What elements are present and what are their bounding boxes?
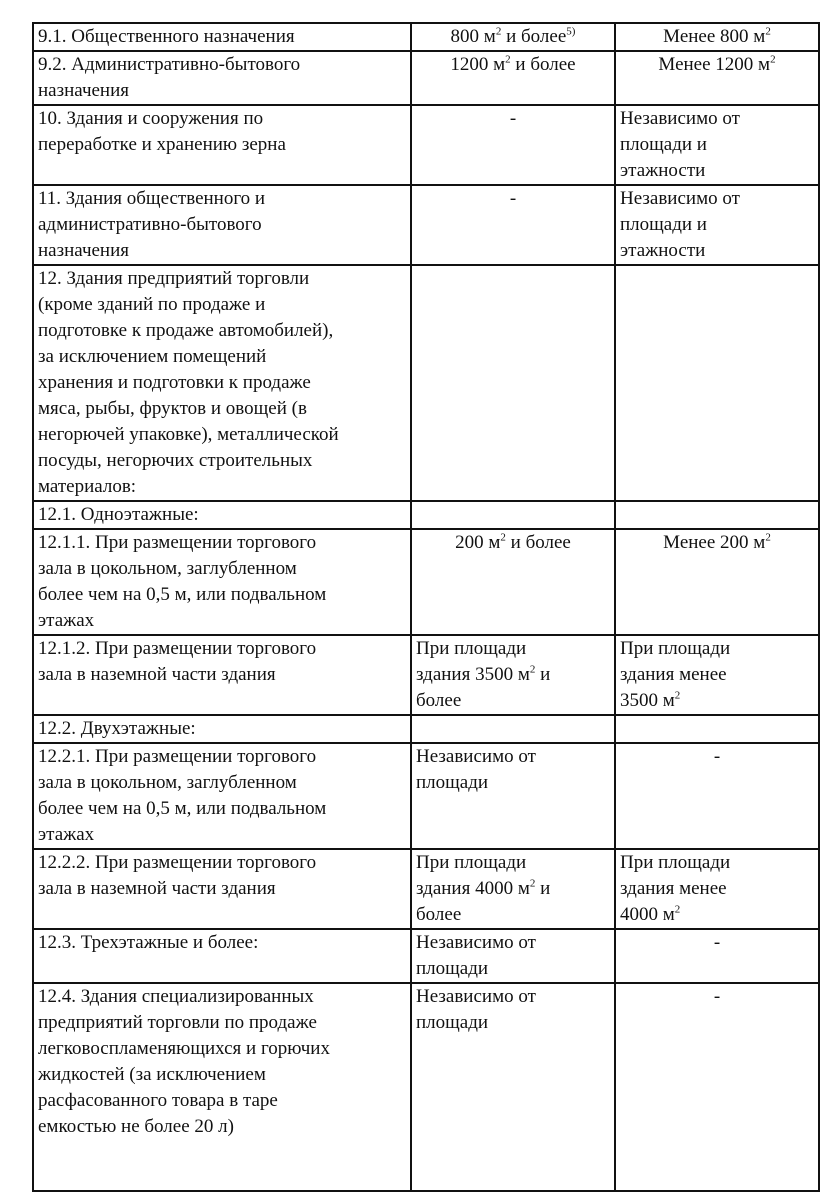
table-cell: При площади здания 4000 $м^2$ и более [411,849,615,929]
table-cell: 11. Здания общественного и административно-бытового назначения [33,185,411,265]
table-row [33,23,819,51]
table-cell: 12.1.1. При размещении торгового зала в цокольном, заглубленном более чем на 0,5 м, или подвальном этажах [33,529,411,635]
table-cell: 10. Здания и сооружения по переработке и хранению зерна [33,105,411,185]
table-cell: Независимо от площади и этажности [615,105,819,185]
table-cell: 12.2.2. При размещении торгового зала в наземной части здания [33,849,411,929]
table-row [33,635,819,715]
table-cell: При площади здания менее 4000 $м^2$ [615,849,819,929]
table-cell: Менее 1200 $м^2$ [615,51,819,105]
table-cell: 9.2. Административно-бытового назначения [33,51,411,105]
table-cell [615,715,819,743]
table-cell: Менее 800 $м^2$ [615,23,819,51]
table-cell [411,501,615,529]
table-cell: Независимо от площади и этажности [615,185,819,265]
table-row [33,185,819,265]
table-cell: 800 $м^2$ и более$^{5)}$ [411,23,615,51]
table-cell: - [615,983,819,1191]
table-cell: 1200 $м^2$ и более [411,51,615,105]
table-cell: - [411,105,615,185]
table-cell: 200 $м^2$ и более [411,529,615,635]
table-row [33,743,819,849]
table-cell [615,501,819,529]
table-cell: 12.2.1. При размещении торгового зала в цокольном, заглубленном более чем на 0,5 м, или подвальном этажах [33,743,411,849]
table-cell: Независимо от площади [411,743,615,849]
table-cell: Менее 200 $м^2$ [615,529,819,635]
table-cell: - [411,185,615,265]
table-cell [615,265,819,501]
table-cell: 12.3. Трехэтажные и более: [33,929,411,983]
table-cell: При площади здания менее 3500 $м^2$ [615,635,819,715]
table-row [33,715,819,743]
table-row [33,51,819,105]
table-row [33,983,819,1191]
fire-protection-table [32,22,820,1192]
table-row [33,265,819,501]
table-cell: 12.1. Одноэтажные: [33,501,411,529]
table-cell: Независимо от площади [411,983,615,1191]
table-row [33,929,819,983]
table-cell: При площади здания 3500 $м^2$ и более [411,635,615,715]
table-row [33,105,819,185]
table-row [33,529,819,635]
table-cell [411,265,615,501]
table-cell: Независимо от площади [411,929,615,983]
table-cell: 12.1.2. При размещении торгового зала в наземной части здания [33,635,411,715]
table-cell: 12.4. Здания специализированных предприятий торговли по продаже легковоспламеняющихся и горючих жидкостей (за исключением расфасованного товара в таре емкостью не более 20 л) [33,983,411,1191]
table-row [33,501,819,529]
table-cell: - [615,743,819,849]
table-row [33,849,819,929]
table-cell: 12. Здания предприятий торговли (кроме зданий по продаже и подготовке к продаже автомобилей), за исключением помещений хранения и подготовки к продаже мяса, рыбы, фруктов и овощей (в негорючей упаковке), металлической посуды, негорючих строительных материалов: [33,265,411,501]
table-cell: - [615,929,819,983]
table-cell: 12.2. Двухэтажные: [33,715,411,743]
table-cell: 9.1. Общественного назначения [33,23,411,51]
table-cell [411,715,615,743]
